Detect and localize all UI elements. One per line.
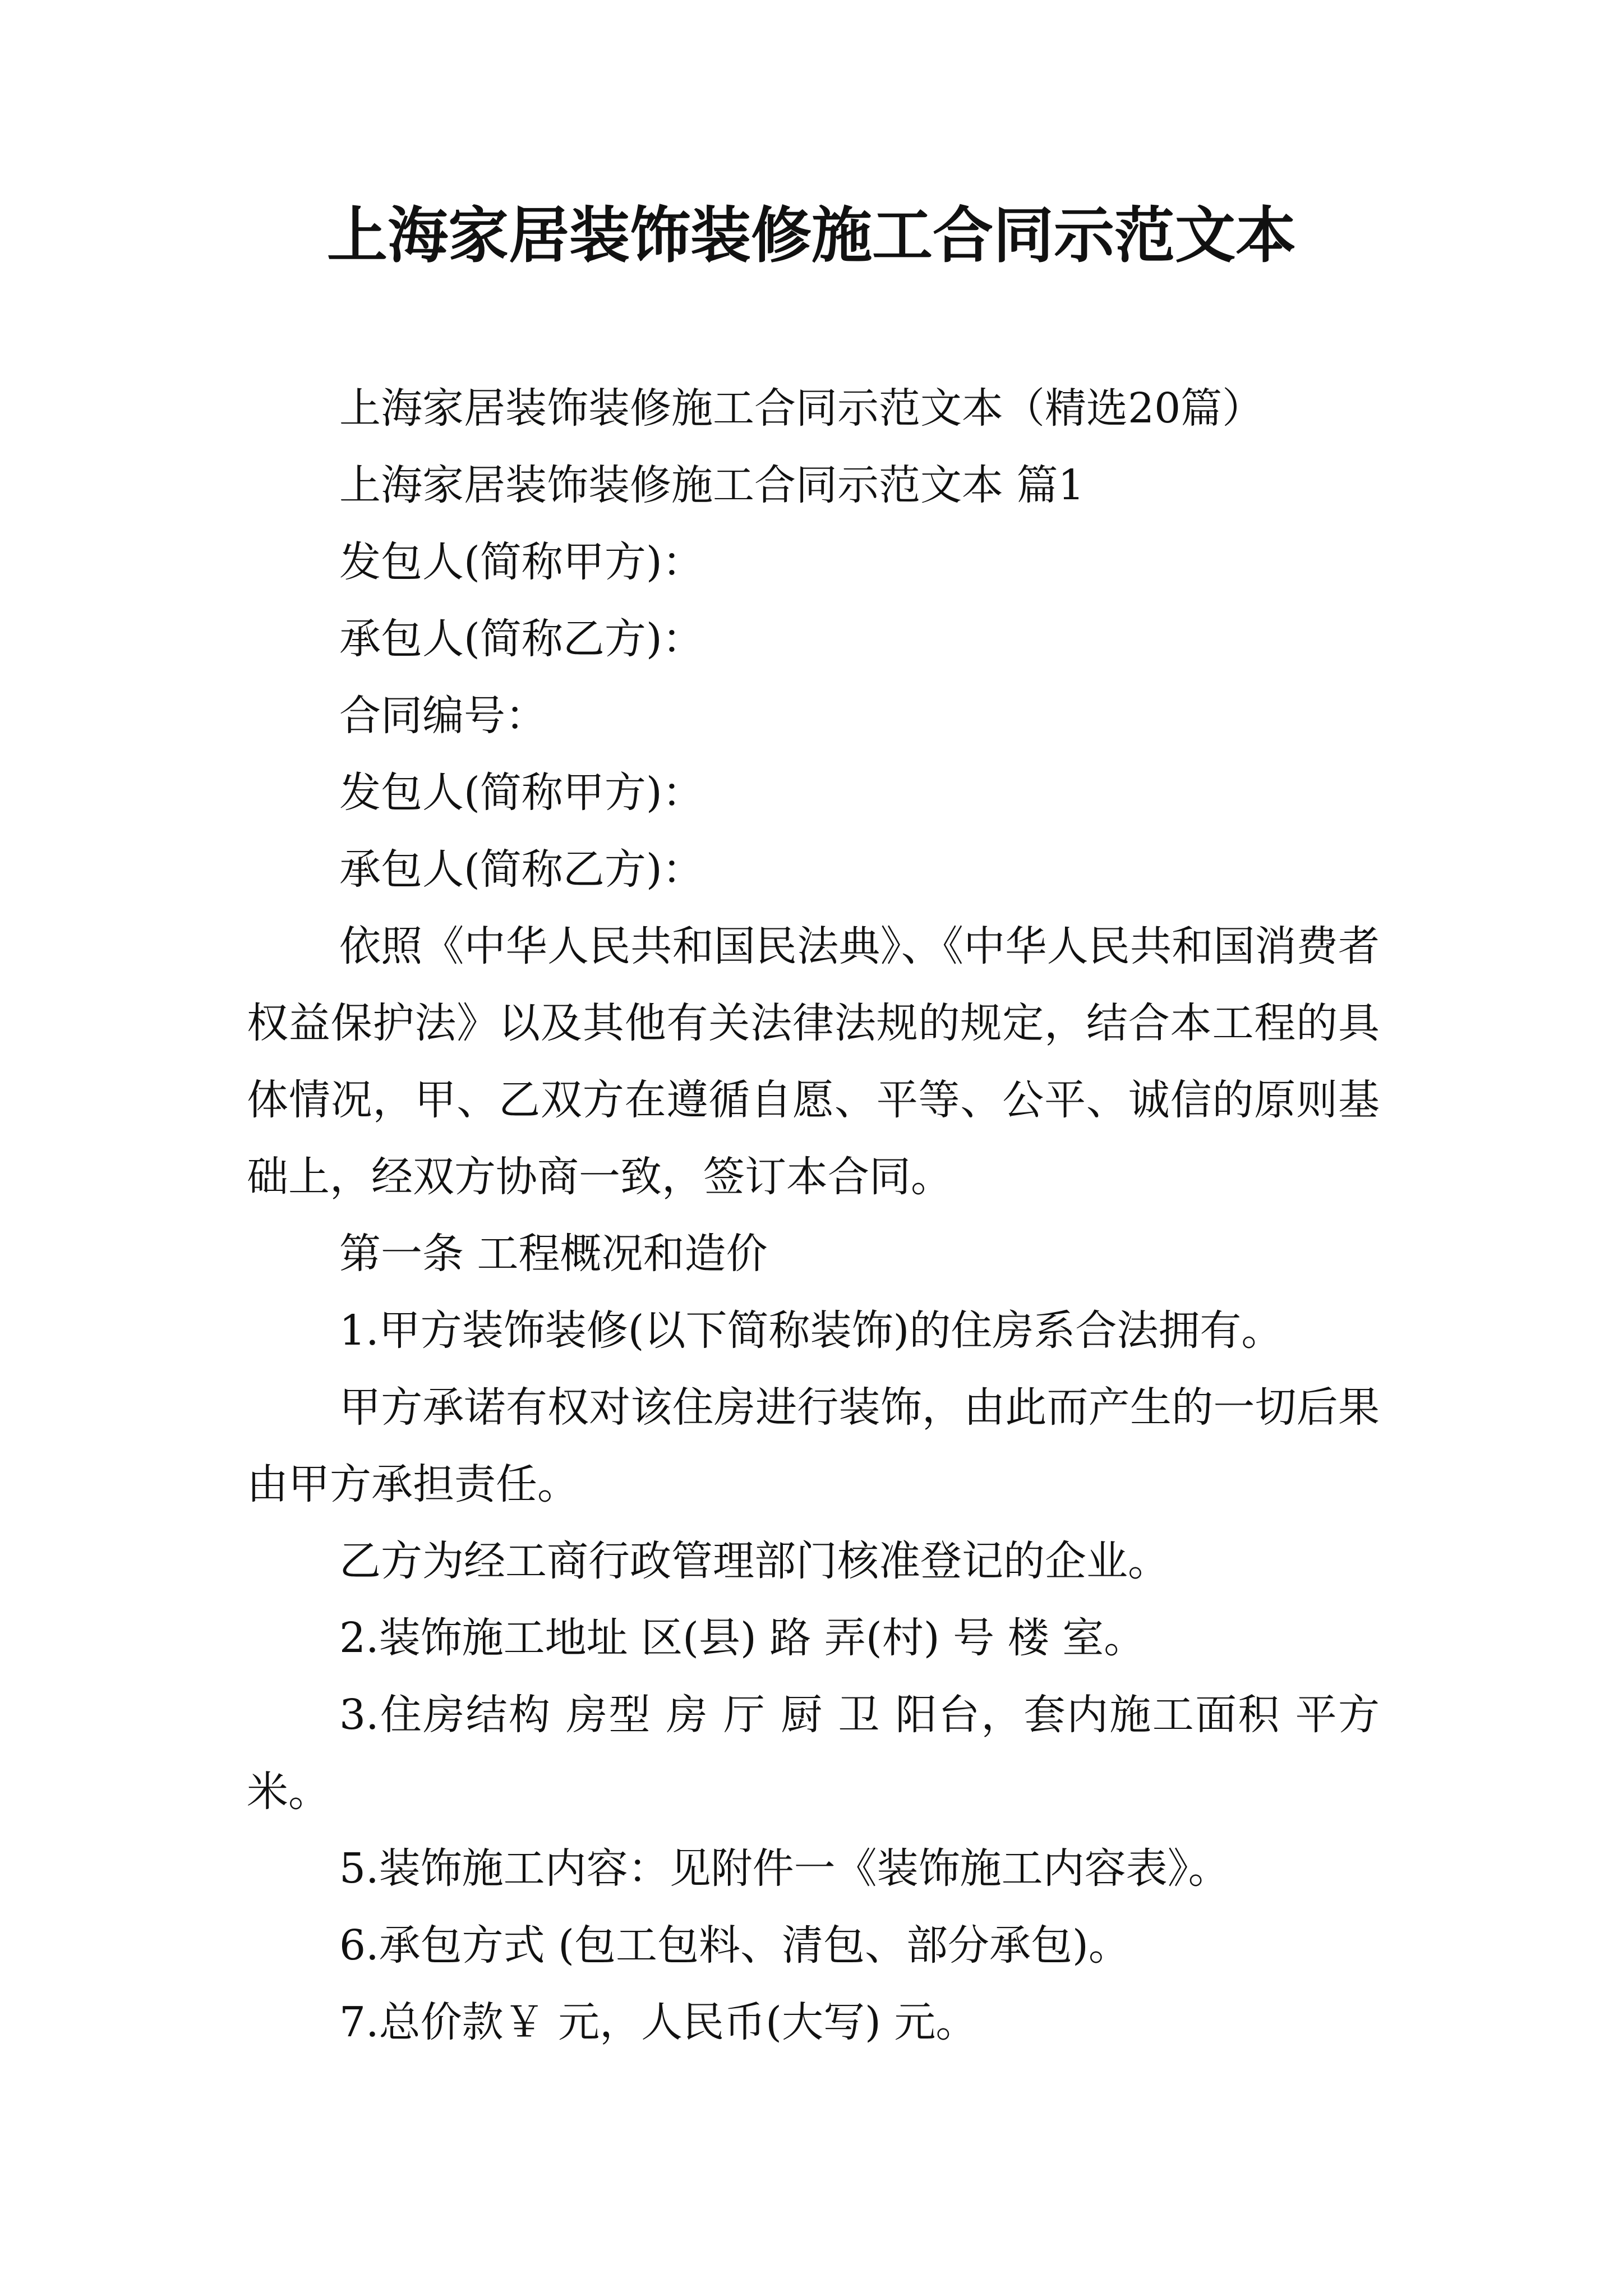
paragraph-item-3: 3.住房结构 房型 房 厅 厨 卫 阳台，套内施工面积 平方米。 [247,1691,1380,1816]
document-title: 上海家居装饰装修施工合同示范文本 [326,200,1296,271]
paragraph-party-a: 发包人(简称甲方)： [339,538,704,586]
paragraph-party-b: 承包人(简称乙方)： [339,615,704,663]
paragraph-item-7: 7.总价款￥ 元，人民币(大写) 元。 [339,1998,978,2046]
paragraph-section-heading: 上海家居装饰装修施工合同示范文本 篇1 [339,461,1085,509]
paragraph-item-2: 2.装饰施工地址 区(县) 路 弄(村) 号 楼 室。 [339,1614,1146,1662]
paragraph-article-one: 第一条 工程概况和造价 [339,1230,768,1278]
paragraph-party-a-repeat: 发包人(简称甲方)： [339,769,704,817]
paragraph-party-a-commitment: 甲方承诺有权对该住房进行装饰，由此而产生的一切后果由甲方承担责任。 [247,1383,1380,1508]
paragraph-party-b-registration: 乙方为经工商行政管理部门核准登记的企业。 [339,1537,1169,1585]
paragraph-legal-basis: 依照《中华人民共和国民法典》、《中华人民共和国消费者权益保护法》以及其他有关法律法规的规定，结合本工程的具体情况，甲、乙双方在遵循自愿、平等、公平、诚信的原则基础上，经双方协商一致，签订本合同。 [247,922,1380,1201]
paragraph-party-b-repeat: 承包人(简称乙方)： [339,845,704,894]
paragraph-subtitle: 上海家居装饰装修施工合同示范文本（精选20篇） [339,384,1264,432]
paragraph-item-6: 6.承包方式 (包工包料、清包、部分承包)。 [339,1921,1130,1970]
paragraph-contract-number: 合同编号： [339,692,547,740]
document-body [247,370,1380,2061]
paragraph-item-1: 1.甲方装饰装修(以下简称装饰)的住房系合法拥有。 [339,1306,1283,1355]
paragraph-item-5: 5.装饰施工内容：见附件一《装饰施工内容表》。 [339,1844,1230,1893]
